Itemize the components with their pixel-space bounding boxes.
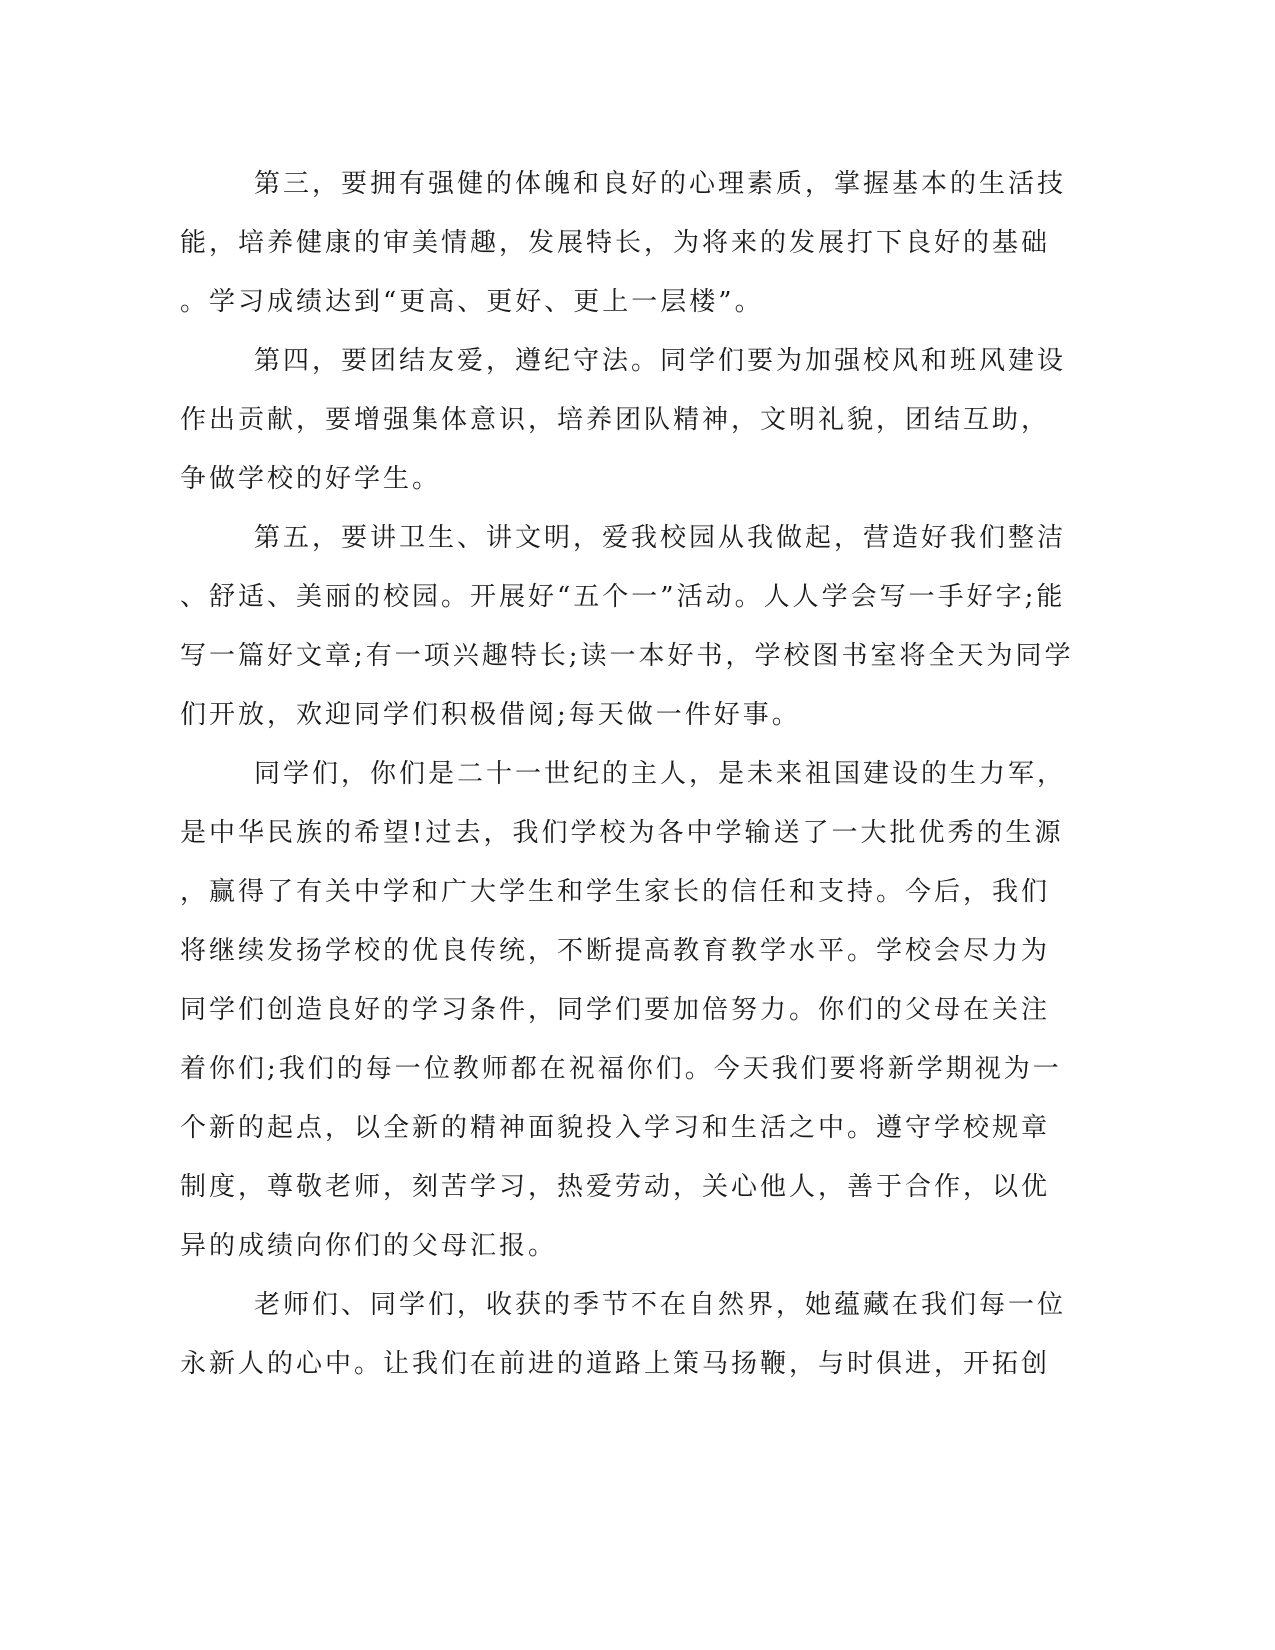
paragraph-line: 个新的起点，以全新的精神面貌投入学习和生活之中。遵守学校规章 (180, 1113, 1051, 1143)
paragraph-line: 、舒适、美丽的校园。开展好“五个一”活动。人人学会写一手好字;能 (180, 582, 1066, 612)
paragraph-line: ，赢得了有关中学和广大学生和学生家长的信任和支持。今后，我们 (180, 877, 1051, 907)
paragraph-line: 同学们创造良好的学习条件，同学们要加倍努力。你们的父母在关注 (180, 995, 1051, 1025)
paragraph-line: 写一篇好文章;有一项兴趣特长;读一本好书，学校图书室将全天为同学 (180, 641, 1074, 671)
document-body (180, 155, 1074, 1394)
paragraph-line: 第四，要团结友爱，遵纪守法。同学们要为加强校风和班风建设 (254, 346, 1067, 376)
paragraph-line: 第三，要拥有强健的体魄和良好的心理素质，掌握基本的生活技 (254, 169, 1067, 199)
paragraph-line: 着你们;我们的每一位教师都在祝福你们。今天我们要将新学期视为一 (180, 1054, 1062, 1084)
paragraph-line: 将继续发扬学校的优良传统，不断提高教育教学水平。学校会尽力为 (180, 936, 1051, 966)
paragraph-line: 制度，尊敬老师，刻苦学习，热爱劳动，关心他人，善于合作，以优 (180, 1172, 1051, 1202)
paragraph-line: 第五，要讲卫生、讲文明，爱我校园从我做起，营造好我们整洁 (254, 523, 1067, 553)
paragraph-line: 是中华民族的希望!过去，我们学校为各中学输送了一大批优秀的生源 (180, 818, 1064, 848)
paragraph-line: 永新人的心中。让我们在前进的道路上策马扬鞭，与时俱进，开拓创 (180, 1349, 1051, 1379)
paragraph-line: 作出贡献，要增强集体意识，培养团队精神，文明礼貌，团结互助， (180, 405, 1051, 435)
paragraph-line: 能，培养健康的审美情趣，发展特长，为将来的发展打下良好的基础 (180, 228, 1051, 258)
paragraph-line: 异的成绩向你们的父母汇报。 (180, 1231, 558, 1261)
paragraph-line: 们开放，欢迎同学们积极借阅;每天做一件好事。 (180, 700, 801, 730)
paragraph-line: 老师们、同学们，收获的季节不在自然界，她蕴藏在我们每一位 (254, 1290, 1067, 1320)
paragraph-line: 争做学校的好学生。 (180, 464, 442, 494)
paragraph-line: 。学习成绩达到“更高、更好、更上一层楼”。 (180, 287, 764, 317)
paragraph-line: 同学们，你们是二十一世纪的主人，是未来祖国建设的生力军， (254, 759, 1067, 789)
